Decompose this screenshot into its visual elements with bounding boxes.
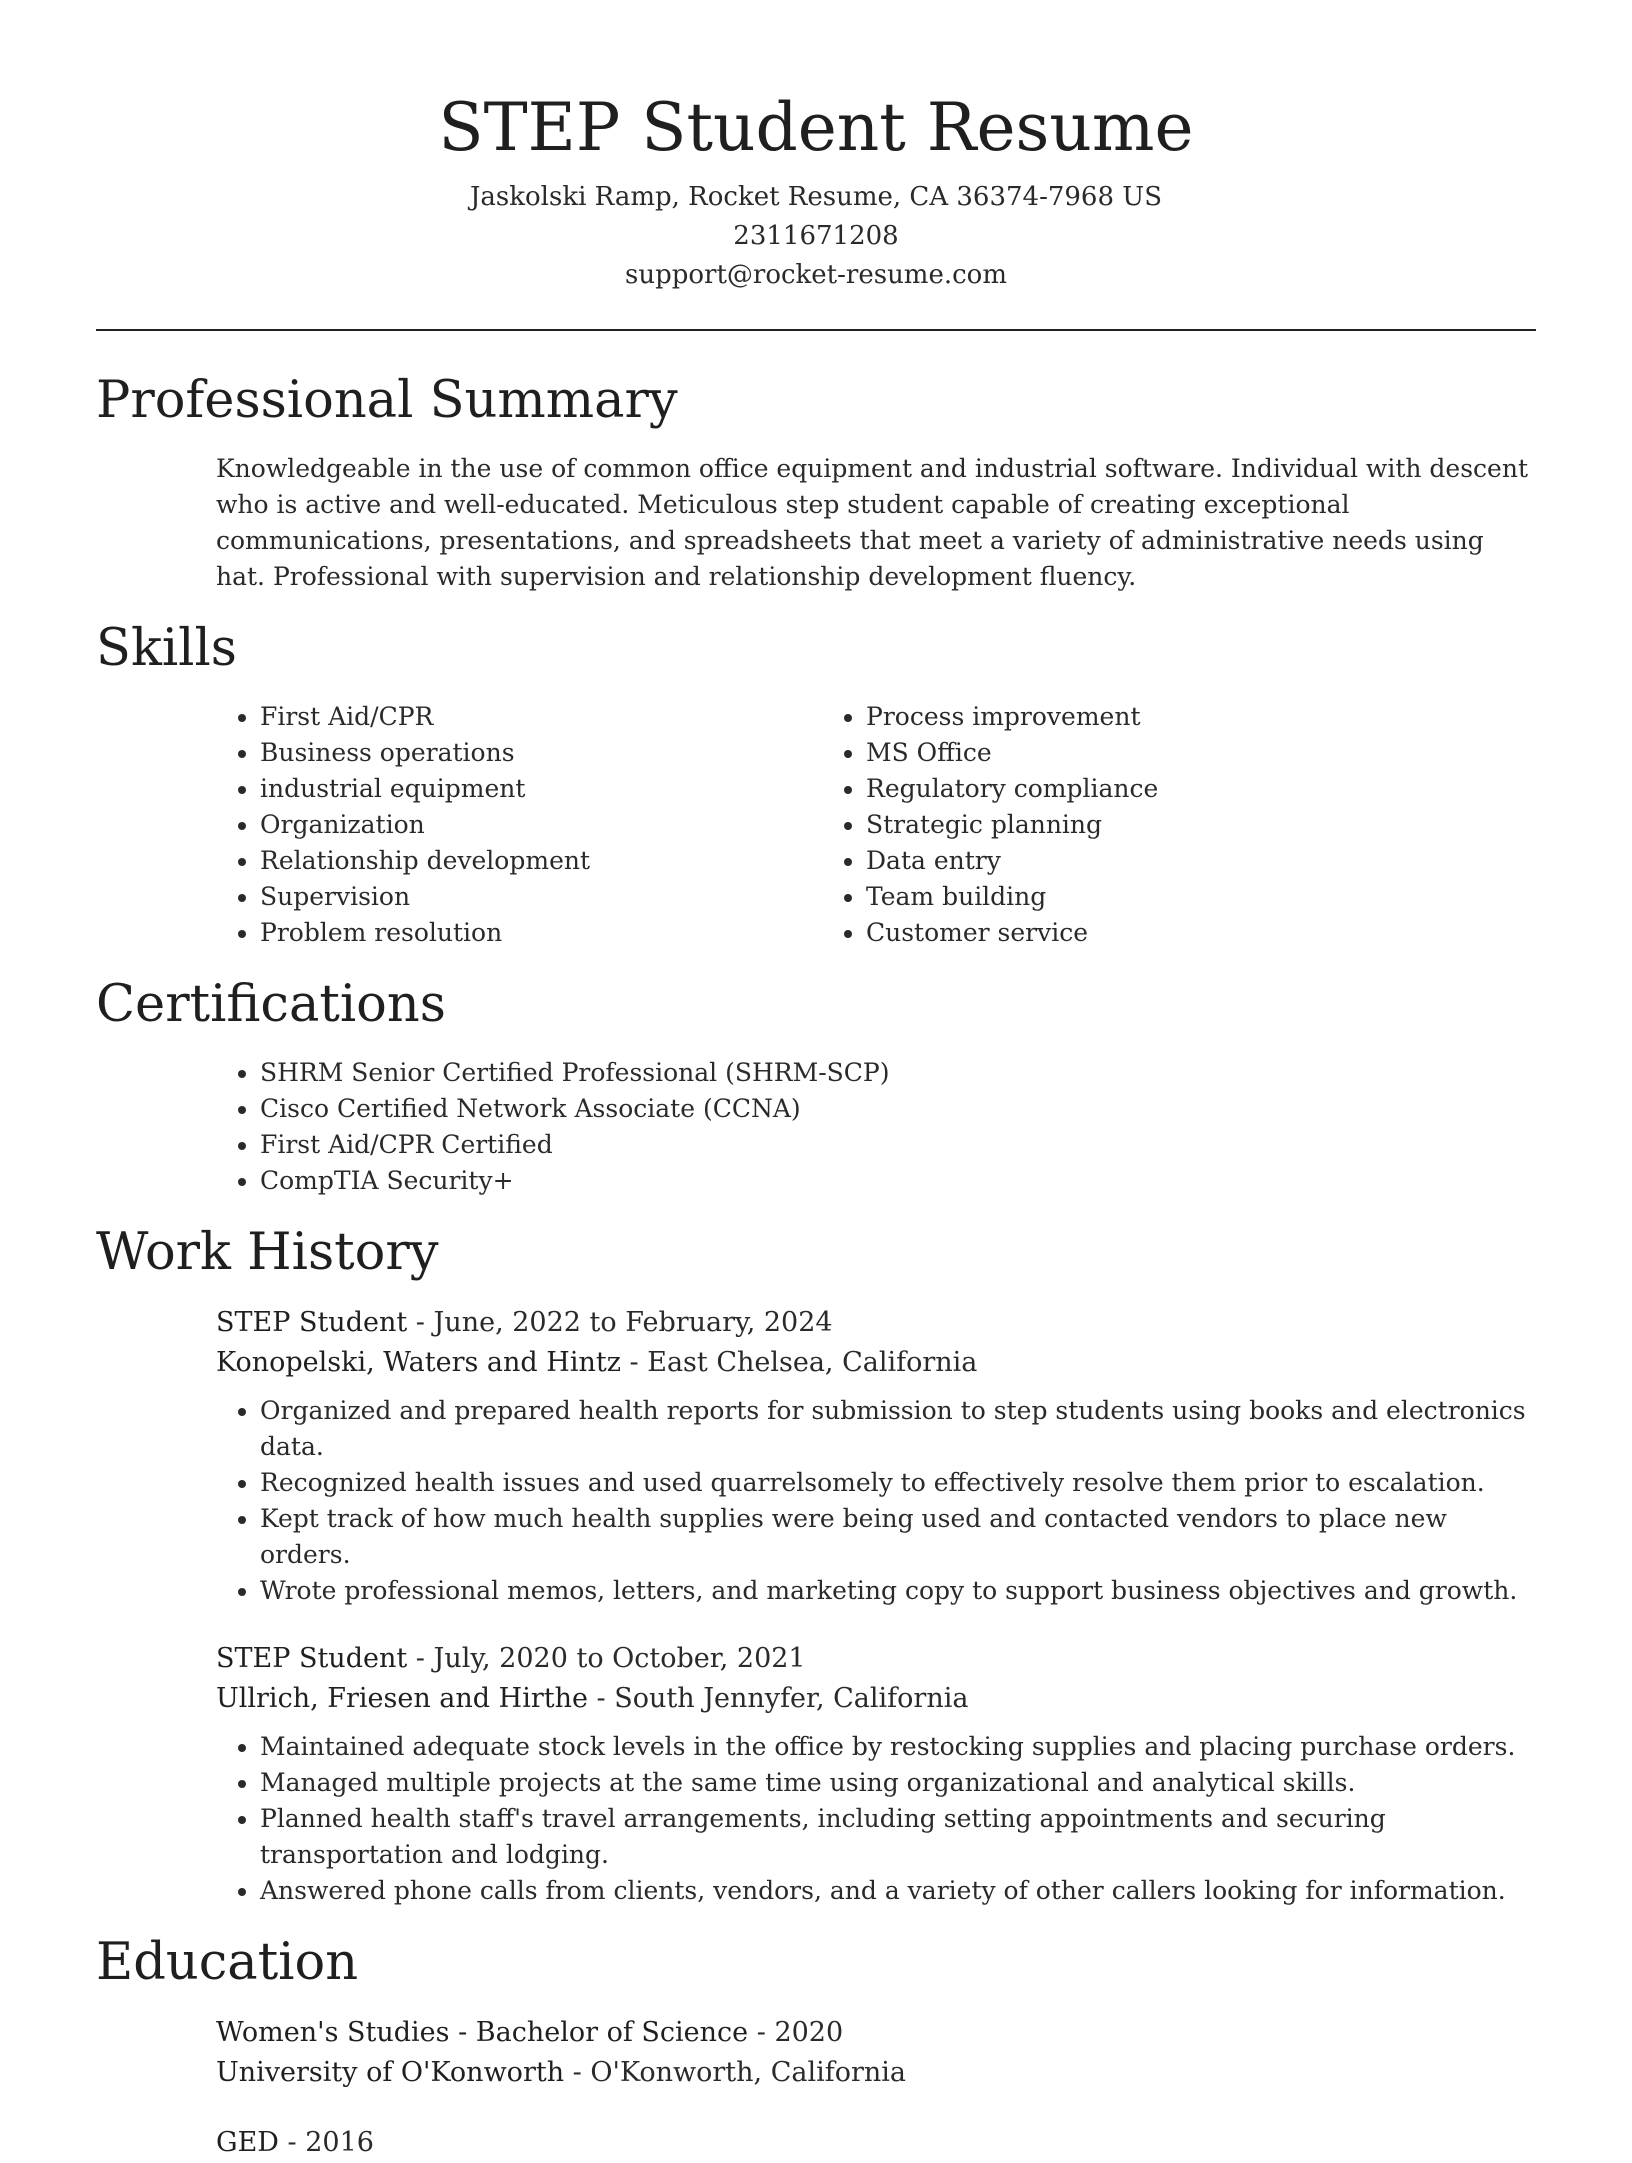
education-section: [96, 1931, 1536, 2163]
separator: -: [587, 1683, 615, 1714]
resume-title: STEP Student Resume: [438, 89, 1194, 166]
school-line: [216, 2053, 1536, 2093]
degree-line: [216, 2013, 1536, 2053]
job-company-line: [216, 1343, 1536, 1383]
separator: -: [407, 1307, 434, 1338]
skill-item: • Customer service: [866, 915, 1428, 951]
skill-item: • Regulatory compliance: [866, 771, 1428, 807]
degree-line: [216, 2123, 1536, 2163]
section-title-education: Education: [96, 1933, 359, 1992]
skill-item: • Team building: [866, 879, 1428, 915]
job-location: East Chelsea, California: [647, 1347, 978, 1378]
job-bullets: [216, 1729, 1536, 1909]
skill-item: • Business operations: [260, 735, 822, 771]
summary-text: Knowledgeable in the use of common office equipment and industrial software. Individual with descent who is active and well-educated. Meticulous step student capable of creating exceptional communications, presentations, and spreadsheets that meet a variety of administrative needs using hat. Professional with supervision and relationship development fluency.: [216, 454, 1528, 591]
email: support@rocket-resume.com: [624, 260, 1007, 290]
section-title-work: Work History: [96, 1223, 439, 1282]
work-history-section: [96, 1221, 1536, 1909]
job-dates: June, 2022 to February, 2024: [433, 1307, 833, 1338]
separator: -: [620, 1347, 648, 1378]
job-entry: [216, 1639, 1536, 1909]
skill-item: • Strategic planning: [866, 807, 1428, 843]
resume-header: [96, 0, 1536, 295]
job-dates: July, 2020 to October, 2021: [433, 1643, 806, 1674]
skills-columns: [216, 699, 1536, 951]
education-entry: [216, 2123, 1536, 2163]
job-bullet: • Maintained adequate stock levels in the office by restocking supplies and placing purchase orders.: [260, 1729, 1536, 1765]
summary-section: [96, 369, 1536, 595]
section-title-summary: Professional Summary: [96, 371, 678, 430]
job-title-line: [216, 1303, 1536, 1343]
job-company: Konopelski, Waters and Hintz: [216, 1347, 621, 1378]
job-company: Ullrich, Friesen and Hirthe: [216, 1683, 588, 1714]
job-company-line: [216, 1679, 1536, 1719]
job-title-line: [216, 1639, 1536, 1679]
job-bullet: • Kept track of how much health supplies were being used and contacted vendors to place new orders.: [260, 1501, 1536, 1573]
graduation-year: 2016: [305, 2127, 374, 2158]
certification-item: • SHRM Senior Certified Professional (SHRM-SCP): [260, 1055, 1536, 1091]
degree: Women's Studies - Bachelor of Science: [216, 2017, 749, 2048]
job-bullets: [216, 1393, 1536, 1609]
degree: GED: [216, 2127, 279, 2158]
skill-item: • Data entry: [866, 843, 1428, 879]
certification-item: • First Aid/CPR Certified: [260, 1127, 1536, 1163]
certification-item: • CompTIA Security+: [260, 1163, 1536, 1199]
certification-item: • Cisco Certified Network Associate (CCNA): [260, 1091, 1536, 1127]
skill-item: • Relationship development: [260, 843, 822, 879]
header-divider: [96, 329, 1536, 331]
job-bullet: • Answered phone calls from clients, vendors, and a variety of other callers looking for information.: [260, 1873, 1536, 1909]
job-bullet: • Recognized health issues and used quarrelsomely to effectively resolve them prior to escalation.: [260, 1465, 1536, 1501]
skill-item: • Supervision: [260, 879, 822, 915]
job-bullet: • Planned health staff's travel arrangements, including setting appointments and securing transportation and lodging.: [260, 1801, 1536, 1873]
skill-item: • Process improvement: [866, 699, 1428, 735]
education-entry: [216, 2013, 1536, 2093]
school-location: O'Konworth, California: [590, 2057, 907, 2088]
job-role: STEP Student: [216, 1643, 408, 1674]
job-bullet: • Organized and prepared health reports for submission to step students using books and electronics data.: [260, 1393, 1536, 1465]
certifications-section: [96, 973, 1536, 1199]
job-bullet: • Wrote professional memos, letters, and marketing copy to support business objectives and growth.: [260, 1573, 1536, 1609]
certifications-list: [216, 1055, 1536, 1199]
skills-section: [96, 617, 1536, 951]
skills-list-left: [216, 699, 822, 951]
school: University of O'Konworth: [216, 2057, 565, 2088]
phone: 2311671208: [733, 221, 899, 251]
skill-item: • Organization: [260, 807, 822, 843]
job-location: South Jennyfer, California: [614, 1683, 969, 1714]
graduation-year: 2020: [774, 2017, 844, 2048]
job-role: STEP Student: [216, 1307, 408, 1338]
separator: -: [564, 2057, 591, 2088]
skill-item: • First Aid/CPR: [260, 699, 822, 735]
separator: -: [748, 2017, 775, 2048]
separator: -: [407, 1643, 434, 1674]
section-title-skills: Skills: [96, 619, 237, 678]
skill-item: • MS Office: [866, 735, 1428, 771]
contact-info: [96, 178, 1536, 295]
skill-item: • industrial equipment: [260, 771, 822, 807]
skill-item: • Problem resolution: [260, 915, 822, 951]
separator: -: [278, 2127, 306, 2158]
job-bullet: • Managed multiple projects at the same time using organizational and analytical skills.: [260, 1765, 1536, 1801]
address: Jaskolski Ramp, Rocket Resume, CA 36374-7968 US: [469, 182, 1163, 212]
skills-list-right: [822, 699, 1428, 951]
section-title-certifications: Certifications: [96, 975, 446, 1034]
job-entry: [216, 1303, 1536, 1609]
